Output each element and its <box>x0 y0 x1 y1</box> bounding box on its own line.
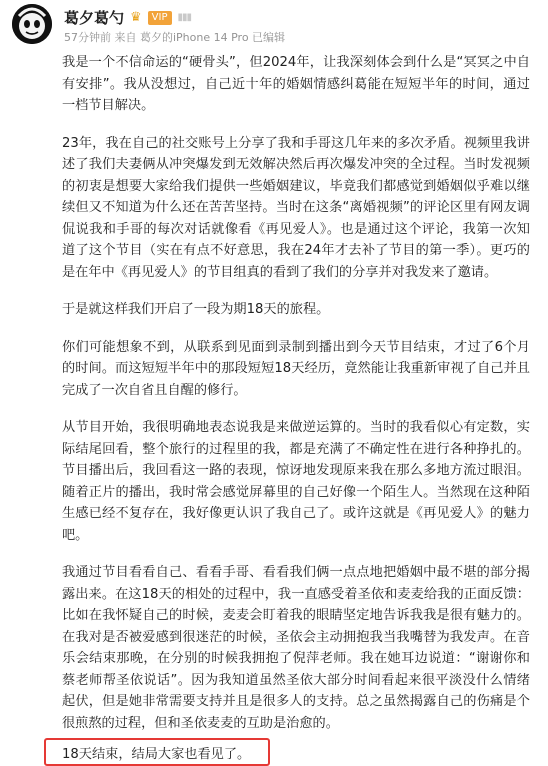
avatar-image <box>12 4 52 44</box>
paragraph-6: 我通过节目看看自己、看看手哥、看看我们俩一点点地把婚姻中最不堪的部分揭露出来。在这18天的相处的过程中，我一直感受着圣依和麦麦给我的正面反馈：比如在我怀疑自己的时候，麦麦会盯着我的眼睛坚定地告诉我我是很有魅力的。在我对是否被爱感到很迷茫的时候，圣依会主动拥抱我当我嘴替为我发声。在音乐会结束那晚，在分别的时候我拥抱了倪萍老师。我在她耳边说道：“谢谢你和蔡老师帮圣依说话”。因为我知道虽然圣依大部分时间看起来很平淡没什么情绪起伏，但是她非常需要支持并且是很多人的支持。总之虽然揭露自己的伤痛是个很煎熬的过程，但和圣依麦麦的互助是治愈的。 <box>62 565 530 731</box>
avatar[interactable] <box>12 4 52 44</box>
vip-level-icon: ▮▮▮ <box>177 12 192 23</box>
paragraph-4: 你们可能想象不到，从联系到见面到录制到播出到今天节目结束，才过了6个月的时间。而这短短半年中的那段短短18天经历，竟然能让我重新审视了自己并且完成了一次自省且自醒的修行。 <box>62 339 530 398</box>
author-name[interactable]: 葛夕葛勺 <box>64 9 125 27</box>
author-row <box>64 7 191 28</box>
post-body <box>62 52 530 734</box>
paragraph-2: 23年，我在自己的社交账号上分享了我和手哥这几年来的多次矛盾。视频里我讲述了我们夫妻俩从冲突爆发到无效解决然后再次爆发冲突的全过程。当时发视频的初衷是想要大家给我们提供一些婚姻建议，毕竟我们都感觉到婚姻似乎难以继续但又不知道为什么还在苦苦坚持。当时在这条“离婚视频”的评论区里有网友调侃说我和手哥的每次对话就像看《再见爱人》。也是通过这个评论，我第一次知道了这个节目（实在有点不好意思，我在24年才去补了节目的第一季）。更巧的是在年中《再见爱人》的节目组真的看到了我们的分享并对我发来了邀请。 <box>62 135 530 280</box>
paragraph-5: 从节目开始，我很明确地表态说我是来做逆运算的。当时的我看似心有定数，实际结尾回看，整个旅行的过程里的我，都是充满了不确定性在进行各种挣扎的。节目播出后，我回看这一路的表现，惊讶地发现原来我在那么多地方流过眼泪。随着正片的播出，我时常会感觉屏幕里的自己好像一个陌生人。当然现在这种陌生感已经不复存在，我好像更认识了我自己了。或许这就是《再见爱人》的魅力吧。 <box>62 420 530 543</box>
paragraph-1: 我是一个不信命运的“硬骨头”，但2024年，让我深刻体会到什么是“冥冥之中自有安排”。我从没想过，自己近十年的婚姻情感纠葛能在短短半年的时间，通过一档节目解决。 <box>62 55 530 113</box>
post-header <box>0 0 548 52</box>
highlight-box <box>44 738 270 766</box>
crown-icon: ♛ <box>130 10 142 25</box>
post-meta: 57分钟前 来自 葛夕的iPhone 14 Pro 已编辑 <box>64 31 286 44</box>
final-line: 18天结束，结局大家也看见了。 <box>62 747 251 762</box>
paragraph-3: 于是就这样我们开启了一段为期18天的旅程。 <box>62 302 330 317</box>
vip-badge: VIP <box>148 11 172 25</box>
